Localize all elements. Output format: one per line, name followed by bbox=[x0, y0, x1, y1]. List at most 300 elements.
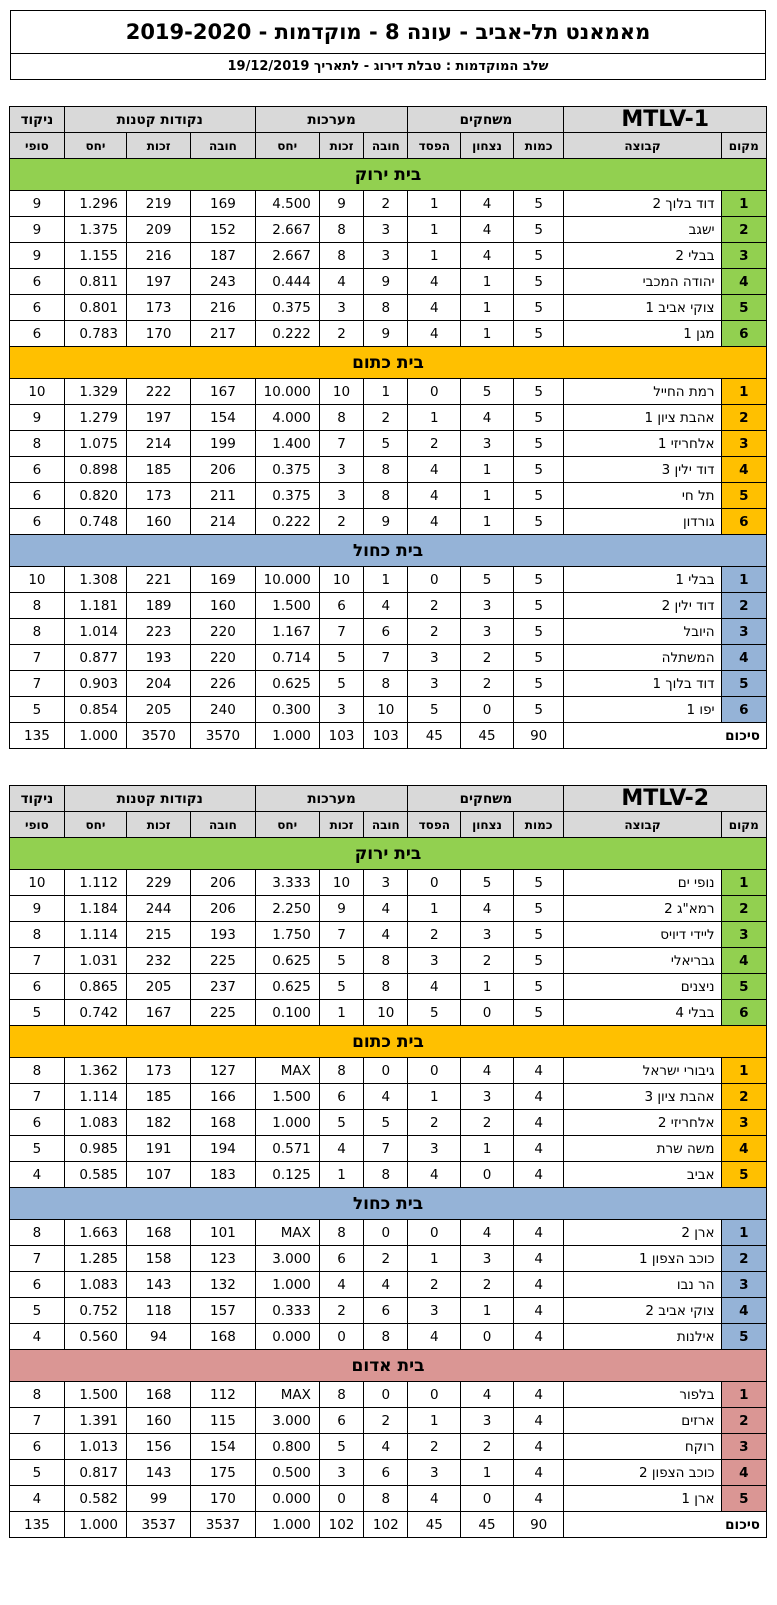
league-table-mtlv-2 bbox=[9, 785, 767, 1538]
house-name: בית אדום bbox=[10, 1350, 767, 1382]
col-sp-for: זכות bbox=[127, 812, 191, 838]
house-header bbox=[10, 1350, 767, 1382]
cell-lost: 2 bbox=[408, 619, 461, 645]
cell-final: 9 bbox=[10, 243, 65, 269]
cell-lost: 3 bbox=[408, 948, 461, 974]
cell-sets-against: 1 bbox=[364, 379, 408, 405]
cell-won: 4 bbox=[461, 191, 514, 217]
cell-team: המשתלה bbox=[564, 645, 721, 671]
cell-sets-for: 7 bbox=[319, 922, 363, 948]
cell-team: דוד ילין 2 bbox=[564, 593, 721, 619]
cell-team: בלפור bbox=[564, 1382, 721, 1408]
cell-sets-ratio: 2.667 bbox=[255, 243, 319, 269]
table-row bbox=[10, 671, 767, 697]
col-final: סופי bbox=[10, 133, 65, 159]
cell-sp-for: 189 bbox=[127, 593, 191, 619]
cell-played: 5 bbox=[513, 217, 564, 243]
cell-team: גבריאלי bbox=[564, 948, 721, 974]
total-played: 90 bbox=[513, 723, 564, 749]
cell-played: 4 bbox=[513, 1110, 564, 1136]
cell-team: בבלי 1 bbox=[564, 567, 721, 593]
cell-sets-for: 0 bbox=[319, 1486, 363, 1512]
cell-sp-against: 206 bbox=[191, 870, 255, 896]
cell-sets-against: 6 bbox=[364, 1298, 408, 1324]
cell-sp-for: 209 bbox=[127, 217, 191, 243]
total-won: 45 bbox=[461, 723, 514, 749]
table-row bbox=[10, 509, 767, 535]
table-row bbox=[10, 870, 767, 896]
cell-sets-against: 9 bbox=[364, 509, 408, 535]
cell-won: 3 bbox=[461, 1084, 514, 1110]
cell-won: 4 bbox=[461, 896, 514, 922]
total-sets-against: 103 bbox=[364, 723, 408, 749]
cell-sets-ratio: 0.333 bbox=[255, 1298, 319, 1324]
cell-sp-ratio: 0.865 bbox=[64, 974, 126, 1000]
cell-won: 3 bbox=[461, 431, 514, 457]
cell-rank: 4 bbox=[721, 269, 766, 295]
table-row bbox=[10, 1382, 767, 1408]
cell-final: 6 bbox=[10, 1434, 65, 1460]
total-sp-ratio: 1.000 bbox=[64, 1512, 126, 1538]
cell-sp-against: 216 bbox=[191, 295, 255, 321]
cell-sets-against: 2 bbox=[364, 405, 408, 431]
cell-sp-ratio: 0.742 bbox=[64, 1000, 126, 1026]
cell-lost: 1 bbox=[408, 217, 461, 243]
cell-sets-against: 0 bbox=[364, 1058, 408, 1084]
cell-sp-for: 222 bbox=[127, 379, 191, 405]
cell-sets-against: 8 bbox=[364, 671, 408, 697]
cell-sets-for: 10 bbox=[319, 567, 363, 593]
cell-sp-against: 169 bbox=[191, 567, 255, 593]
cell-final: 8 bbox=[10, 1220, 65, 1246]
cell-sets-ratio: 0.100 bbox=[255, 1000, 319, 1026]
cell-sets-against: 8 bbox=[364, 1324, 408, 1350]
cell-sp-against: 167 bbox=[191, 379, 255, 405]
cell-sets-ratio: 0.714 bbox=[255, 645, 319, 671]
cell-won: 0 bbox=[461, 697, 514, 723]
cell-sp-against: 183 bbox=[191, 1162, 255, 1188]
cell-sp-against: 220 bbox=[191, 645, 255, 671]
cell-final: 5 bbox=[10, 1136, 65, 1162]
cell-played: 5 bbox=[513, 619, 564, 645]
cell-sp-ratio: 1.391 bbox=[64, 1408, 126, 1434]
cell-played: 5 bbox=[513, 671, 564, 697]
cell-rank: 1 bbox=[721, 379, 766, 405]
cell-sp-for: 94 bbox=[127, 1324, 191, 1350]
cell-sp-for: 216 bbox=[127, 243, 191, 269]
cell-played: 5 bbox=[513, 431, 564, 457]
cell-sets-ratio: 1.167 bbox=[255, 619, 319, 645]
cell-sp-against: 217 bbox=[191, 321, 255, 347]
cell-team: צוקי אביב 2 bbox=[564, 1298, 721, 1324]
header-row-1 bbox=[10, 107, 767, 133]
cell-team: צוקי אביב 1 bbox=[564, 295, 721, 321]
total-sp-against: 3537 bbox=[191, 1512, 255, 1538]
cell-won: 1 bbox=[461, 509, 514, 535]
cell-won: 1 bbox=[461, 295, 514, 321]
cell-team: ארזים bbox=[564, 1408, 721, 1434]
cell-sets-ratio: 0.625 bbox=[255, 974, 319, 1000]
cell-final: 6 bbox=[10, 483, 65, 509]
cell-played: 5 bbox=[513, 922, 564, 948]
header-row-2 bbox=[10, 812, 767, 838]
cell-sets-for: 9 bbox=[319, 896, 363, 922]
cell-played: 5 bbox=[513, 509, 564, 535]
house-name: בית ירוק bbox=[10, 838, 767, 870]
cell-rank: 5 bbox=[721, 295, 766, 321]
cell-rank: 4 bbox=[721, 1136, 766, 1162]
cell-lost: 3 bbox=[408, 1298, 461, 1324]
house-header bbox=[10, 838, 767, 870]
cell-played: 4 bbox=[513, 1220, 564, 1246]
cell-sets-for: 8 bbox=[319, 1220, 363, 1246]
house-header bbox=[10, 159, 767, 191]
cell-sets-ratio: 1.500 bbox=[255, 593, 319, 619]
cell-sets-for: 5 bbox=[319, 974, 363, 1000]
cell-final: 10 bbox=[10, 567, 65, 593]
cell-won: 3 bbox=[461, 922, 514, 948]
cell-rank: 6 bbox=[721, 1000, 766, 1026]
cell-won: 2 bbox=[461, 645, 514, 671]
cell-sets-against: 4 bbox=[364, 593, 408, 619]
cell-sets-against: 1 bbox=[364, 567, 408, 593]
cell-lost: 1 bbox=[408, 1246, 461, 1272]
cell-lost: 2 bbox=[408, 1110, 461, 1136]
col-games: משחקים bbox=[408, 786, 564, 812]
cell-sp-against: 206 bbox=[191, 457, 255, 483]
cell-sp-against: 214 bbox=[191, 509, 255, 535]
cell-lost: 0 bbox=[408, 1382, 461, 1408]
cell-sets-for: 6 bbox=[319, 1246, 363, 1272]
cell-sp-for: 185 bbox=[127, 457, 191, 483]
cell-lost: 1 bbox=[408, 896, 461, 922]
cell-sp-against: 243 bbox=[191, 269, 255, 295]
cell-rank: 4 bbox=[721, 645, 766, 671]
cell-team: ישגב bbox=[564, 217, 721, 243]
cell-team: אהבת ציון 3 bbox=[564, 1084, 721, 1110]
table-row bbox=[10, 379, 767, 405]
house-name: בית כחול bbox=[10, 535, 767, 567]
cell-sp-against: 168 bbox=[191, 1324, 255, 1350]
cell-rank: 4 bbox=[721, 457, 766, 483]
cell-final: 7 bbox=[10, 1408, 65, 1434]
cell-team: גורדון bbox=[564, 509, 721, 535]
cell-sp-ratio: 1.308 bbox=[64, 567, 126, 593]
total-lost: 45 bbox=[408, 723, 461, 749]
cell-sets-ratio: 4.000 bbox=[255, 405, 319, 431]
table-row bbox=[10, 457, 767, 483]
cell-sp-for: 244 bbox=[127, 896, 191, 922]
cell-sp-against: 187 bbox=[191, 243, 255, 269]
cell-sets-ratio: 10.000 bbox=[255, 379, 319, 405]
cell-sp-against: 220 bbox=[191, 619, 255, 645]
cell-lost: 0 bbox=[408, 1220, 461, 1246]
table-row bbox=[10, 1000, 767, 1026]
cell-sp-against: 112 bbox=[191, 1382, 255, 1408]
cell-sp-for: 197 bbox=[127, 269, 191, 295]
total-sets-against: 102 bbox=[364, 1512, 408, 1538]
cell-team: בבלי 2 bbox=[564, 243, 721, 269]
col-lost: הפסד bbox=[408, 812, 461, 838]
cell-won: 1 bbox=[461, 269, 514, 295]
cell-lost: 5 bbox=[408, 1000, 461, 1026]
cell-sets-ratio: 0.222 bbox=[255, 509, 319, 535]
cell-sp-ratio: 1.181 bbox=[64, 593, 126, 619]
cell-sp-ratio: 1.014 bbox=[64, 619, 126, 645]
cell-lost: 0 bbox=[408, 1058, 461, 1084]
cell-team: גיבורי ישראל bbox=[564, 1058, 721, 1084]
cell-sp-against: 199 bbox=[191, 431, 255, 457]
cell-won: 1 bbox=[461, 1298, 514, 1324]
cell-sets-against: 10 bbox=[364, 1000, 408, 1026]
total-sp-for: 3570 bbox=[127, 723, 191, 749]
cell-sp-ratio: 0.582 bbox=[64, 1486, 126, 1512]
cell-lost: 4 bbox=[408, 457, 461, 483]
cell-played: 5 bbox=[513, 243, 564, 269]
cell-final: 5 bbox=[10, 697, 65, 723]
col-sp-ratio: יחס bbox=[64, 133, 126, 159]
cell-won: 2 bbox=[461, 1110, 514, 1136]
cell-final: 6 bbox=[10, 974, 65, 1000]
cell-sets-ratio: MAX bbox=[255, 1382, 319, 1408]
cell-sp-for: 191 bbox=[127, 1136, 191, 1162]
cell-sp-ratio: 0.560 bbox=[64, 1324, 126, 1350]
table-row bbox=[10, 697, 767, 723]
cell-sp-for: 214 bbox=[127, 431, 191, 457]
total-won: 45 bbox=[461, 1512, 514, 1538]
cell-lost: 3 bbox=[408, 671, 461, 697]
cell-lost: 3 bbox=[408, 1460, 461, 1486]
cell-sp-for: 173 bbox=[127, 295, 191, 321]
house-header bbox=[10, 1188, 767, 1220]
table-row bbox=[10, 974, 767, 1000]
cell-won: 3 bbox=[461, 593, 514, 619]
cell-team: דוד בלוך 2 bbox=[564, 191, 721, 217]
cell-lost: 2 bbox=[408, 431, 461, 457]
col-sp-for: זכות bbox=[127, 133, 191, 159]
table-row bbox=[10, 1408, 767, 1434]
cell-rank: 1 bbox=[721, 191, 766, 217]
total-sets-for: 102 bbox=[319, 1512, 363, 1538]
cell-sets-ratio: 0.375 bbox=[255, 295, 319, 321]
cell-final: 4 bbox=[10, 1486, 65, 1512]
cell-sets-against: 4 bbox=[364, 896, 408, 922]
total-sp-against: 3570 bbox=[191, 723, 255, 749]
cell-rank: 2 bbox=[721, 1246, 766, 1272]
table-row bbox=[10, 619, 767, 645]
cell-sp-for: 168 bbox=[127, 1382, 191, 1408]
cell-played: 5 bbox=[513, 457, 564, 483]
cell-won: 4 bbox=[461, 1220, 514, 1246]
cell-sp-for: 193 bbox=[127, 645, 191, 671]
cell-sp-ratio: 0.898 bbox=[64, 457, 126, 483]
cell-sp-against: 152 bbox=[191, 217, 255, 243]
cell-sets-for: 8 bbox=[319, 1382, 363, 1408]
cell-won: 1 bbox=[461, 457, 514, 483]
table-row bbox=[10, 1220, 767, 1246]
cell-sp-for: 99 bbox=[127, 1486, 191, 1512]
league-name: MTLV-1 bbox=[564, 107, 767, 133]
cell-lost: 2 bbox=[408, 1434, 461, 1460]
cell-played: 5 bbox=[513, 896, 564, 922]
table-row bbox=[10, 1084, 767, 1110]
report-header bbox=[10, 10, 766, 80]
cell-sets-for: 3 bbox=[319, 697, 363, 723]
house-name: בית כחול bbox=[10, 1188, 767, 1220]
cell-rank: 4 bbox=[721, 1460, 766, 1486]
cell-sets-for: 10 bbox=[319, 870, 363, 896]
cell-sets-for: 1 bbox=[319, 1000, 363, 1026]
cell-sets-ratio: 2.250 bbox=[255, 896, 319, 922]
total-sp-for: 3537 bbox=[127, 1512, 191, 1538]
table-row bbox=[10, 567, 767, 593]
cell-final: 10 bbox=[10, 870, 65, 896]
cell-rank: 2 bbox=[721, 896, 766, 922]
cell-final: 7 bbox=[10, 645, 65, 671]
table-row bbox=[10, 1298, 767, 1324]
cell-played: 4 bbox=[513, 1486, 564, 1512]
cell-played: 5 bbox=[513, 593, 564, 619]
cell-sets-against: 8 bbox=[364, 295, 408, 321]
cell-team: מגן 1 bbox=[564, 321, 721, 347]
cell-sets-ratio: 0.625 bbox=[255, 671, 319, 697]
cell-sets-against: 8 bbox=[364, 974, 408, 1000]
cell-won: 0 bbox=[461, 1162, 514, 1188]
cell-sp-for: 215 bbox=[127, 922, 191, 948]
cell-rank: 2 bbox=[721, 593, 766, 619]
cell-sp-against: 226 bbox=[191, 671, 255, 697]
cell-lost: 3 bbox=[408, 645, 461, 671]
cell-rank: 6 bbox=[721, 697, 766, 723]
table-row bbox=[10, 321, 767, 347]
cell-sets-against: 8 bbox=[364, 948, 408, 974]
cell-sets-against: 5 bbox=[364, 431, 408, 457]
cell-sets-ratio: 1.500 bbox=[255, 1084, 319, 1110]
col-final-score: ניקוד bbox=[10, 107, 65, 133]
cell-team: ארן 1 bbox=[564, 1486, 721, 1512]
house-header bbox=[10, 535, 767, 567]
cell-played: 4 bbox=[513, 1324, 564, 1350]
cell-sp-ratio: 0.811 bbox=[64, 269, 126, 295]
table-row bbox=[10, 593, 767, 619]
cell-team: כוכב הצפון 1 bbox=[564, 1246, 721, 1272]
total-sets-ratio: 1.000 bbox=[255, 723, 319, 749]
table-row bbox=[10, 896, 767, 922]
cell-sp-ratio: 1.013 bbox=[64, 1434, 126, 1460]
cell-sp-ratio: 0.752 bbox=[64, 1298, 126, 1324]
col-sets-against: חובה bbox=[364, 812, 408, 838]
cell-team: בבלי 4 bbox=[564, 1000, 721, 1026]
col-team: קבוצה bbox=[564, 133, 721, 159]
cell-rank: 6 bbox=[721, 321, 766, 347]
col-team: קבוצה bbox=[564, 812, 721, 838]
cell-won: 0 bbox=[461, 1000, 514, 1026]
table-row bbox=[10, 269, 767, 295]
cell-sp-for: 143 bbox=[127, 1460, 191, 1486]
cell-sets-for: 2 bbox=[319, 321, 363, 347]
cell-team: תל חי bbox=[564, 483, 721, 509]
cell-lost: 5 bbox=[408, 697, 461, 723]
cell-sets-for: 5 bbox=[319, 948, 363, 974]
cell-lost: 0 bbox=[408, 870, 461, 896]
cell-sets-ratio: 2.667 bbox=[255, 217, 319, 243]
cell-won: 5 bbox=[461, 379, 514, 405]
cell-sets-against: 4 bbox=[364, 1434, 408, 1460]
cell-sets-for: 8 bbox=[319, 243, 363, 269]
cell-lost: 1 bbox=[408, 191, 461, 217]
cell-played: 5 bbox=[513, 645, 564, 671]
cell-sets-against: 8 bbox=[364, 1162, 408, 1188]
league-name: MTLV-2 bbox=[564, 786, 767, 812]
total-final: 135 bbox=[10, 723, 65, 749]
cell-sets-for: 8 bbox=[319, 405, 363, 431]
cell-sets-for: 2 bbox=[319, 509, 363, 535]
cell-sp-ratio: 0.877 bbox=[64, 645, 126, 671]
cell-sets-for: 3 bbox=[319, 483, 363, 509]
report-title: מאמאנט תל-אביב - עונה 8 - מוקדמות - 2019-2020 bbox=[11, 11, 765, 54]
cell-sp-ratio: 0.801 bbox=[64, 295, 126, 321]
table-row bbox=[10, 645, 767, 671]
cell-sets-ratio: 0.500 bbox=[255, 1460, 319, 1486]
cell-sp-against: 168 bbox=[191, 1110, 255, 1136]
cell-lost: 0 bbox=[408, 379, 461, 405]
house-header bbox=[10, 347, 767, 379]
cell-final: 7 bbox=[10, 1246, 65, 1272]
cell-lost: 4 bbox=[408, 1486, 461, 1512]
cell-lost: 2 bbox=[408, 593, 461, 619]
cell-lost: 4 bbox=[408, 974, 461, 1000]
cell-played: 5 bbox=[513, 567, 564, 593]
cell-played: 5 bbox=[513, 269, 564, 295]
cell-played: 4 bbox=[513, 1136, 564, 1162]
total-label: סיכום bbox=[564, 723, 767, 749]
cell-final: 8 bbox=[10, 431, 65, 457]
cell-sp-ratio: 1.031 bbox=[64, 948, 126, 974]
cell-lost: 3 bbox=[408, 1136, 461, 1162]
cell-sets-against: 5 bbox=[364, 1110, 408, 1136]
cell-rank: 2 bbox=[721, 1408, 766, 1434]
table-row bbox=[10, 1272, 767, 1298]
cell-team: אילנות bbox=[564, 1324, 721, 1350]
cell-sets-against: 6 bbox=[364, 619, 408, 645]
cell-sets-for: 5 bbox=[319, 1434, 363, 1460]
table-row bbox=[10, 1324, 767, 1350]
cell-sp-against: 157 bbox=[191, 1298, 255, 1324]
cell-final: 4 bbox=[10, 1162, 65, 1188]
cell-lost: 1 bbox=[408, 243, 461, 269]
cell-rank: 1 bbox=[721, 870, 766, 896]
league-table-mtlv-1 bbox=[9, 106, 767, 749]
cell-played: 5 bbox=[513, 948, 564, 974]
cell-team: אביב bbox=[564, 1162, 721, 1188]
cell-sp-for: 204 bbox=[127, 671, 191, 697]
cell-sets-for: 4 bbox=[319, 1136, 363, 1162]
cell-played: 5 bbox=[513, 295, 564, 321]
cell-rank: 3 bbox=[721, 431, 766, 457]
cell-sets-against: 7 bbox=[364, 645, 408, 671]
cell-sp-against: 225 bbox=[191, 1000, 255, 1026]
cell-sp-for: 221 bbox=[127, 567, 191, 593]
cell-final: 9 bbox=[10, 217, 65, 243]
cell-sets-against: 9 bbox=[364, 269, 408, 295]
cell-sets-ratio: 10.000 bbox=[255, 567, 319, 593]
cell-sets-ratio: 0.222 bbox=[255, 321, 319, 347]
cell-lost: 1 bbox=[408, 405, 461, 431]
cell-sets-for: 10 bbox=[319, 379, 363, 405]
cell-final: 6 bbox=[10, 1110, 65, 1136]
cell-lost: 2 bbox=[408, 922, 461, 948]
cell-sets-against: 2 bbox=[364, 191, 408, 217]
